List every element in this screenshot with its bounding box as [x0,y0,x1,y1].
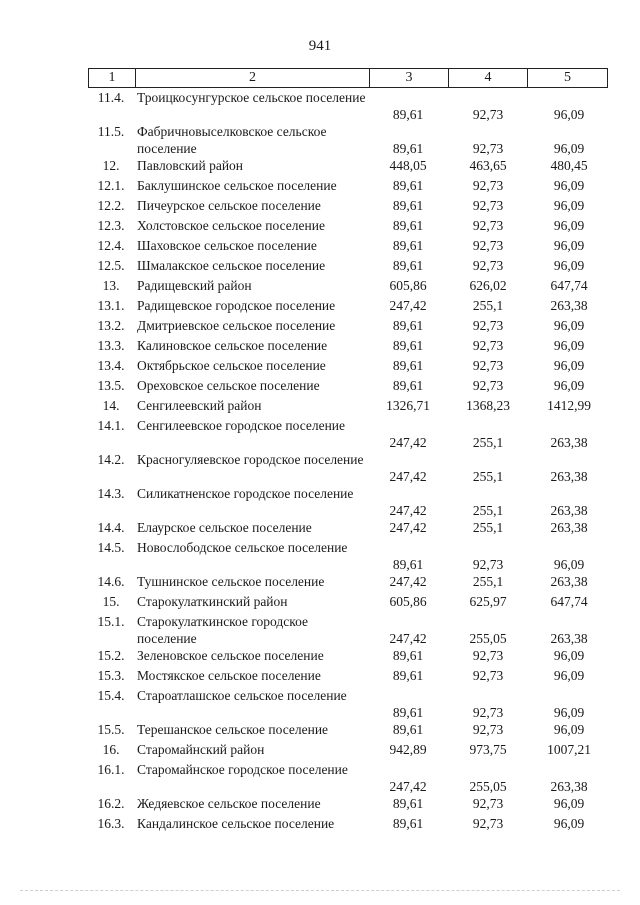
column-header-4: 4 [449,69,528,88]
column-header-3: 3 [370,69,449,88]
row-value-col3: 448,05 [389,158,427,173]
row-number: 16.3. [97,816,125,831]
row-value-col4: 92,73 [472,258,504,273]
row-value-col4: 255,05 [469,631,507,646]
row-name: Мостякское сельское поселение [137,668,321,683]
row-name: Сенгилеевский район [137,398,262,413]
row-value-col4: 92,73 [472,378,504,393]
row-name: Баклушинское сельское поселение [137,178,337,193]
table-row [88,761,610,795]
table-row [88,177,610,197]
row-name: Калиновское сельское поселение [137,338,328,353]
row-name: Силикатненское городское поселение [137,486,354,501]
row-value-col5: 647,74 [550,594,588,609]
row-value-col5: 96,09 [553,722,585,737]
table-row [88,417,610,451]
row-value-col5: 96,09 [553,668,585,683]
row-value-col5: 96,09 [553,648,585,663]
row-value-col5: 263,38 [550,435,588,450]
row-value-col3: 89,61 [392,668,424,683]
page-number: 941 [308,38,332,54]
row-value-col3: 89,61 [392,557,424,572]
row-number: 13. [102,278,120,293]
table-row [88,721,610,741]
row-value-col5: 1412,99 [547,398,591,413]
row-value-col4: 463,65 [469,158,507,173]
row-number: 11.5. [97,124,125,139]
row-number: 16.1. [97,762,125,777]
row-name: Жедяевское сельское поселение [137,796,321,811]
row-number: 14.4. [97,520,125,535]
row-name: Старокулаткинское городское поселение [137,614,309,646]
row-name: Тушнинское сельское поселение [137,574,325,589]
row-value-col3: 247,42 [389,435,427,450]
row-number: 12.5. [97,258,125,273]
row-value-col4: 92,73 [472,358,504,373]
row-value-col5: 96,09 [553,238,585,253]
row-value-col3: 89,61 [392,218,424,233]
row-value-col5: 96,09 [553,338,585,353]
table-row [88,667,610,687]
row-value-col3: 89,61 [392,705,424,720]
row-name: Троицкосунгурское сельское поселение [137,90,366,105]
column-header-table [88,68,608,88]
row-name: Павловский район [137,158,244,173]
table-row [88,337,610,357]
table-row [88,237,610,257]
row-number: 12.2. [97,198,125,213]
table-row [88,815,610,835]
row-value-col3: 89,61 [392,238,424,253]
row-value-col5: 96,09 [553,198,585,213]
row-value-col5: 263,38 [550,469,588,484]
row-value-col3: 89,61 [392,358,424,373]
row-name: Холстовское сельское поселение [137,218,325,233]
table-body [88,89,610,835]
row-number: 14.1. [97,418,125,433]
row-value-col4: 255,05 [469,779,507,794]
row-value-col3: 89,61 [392,722,424,737]
scan-edge-divider [20,890,620,891]
row-name: Красногуляевское городское поселение [137,452,364,467]
row-number: 13.3. [97,338,125,353]
row-value-col3: 605,86 [389,278,427,293]
table-row [88,217,610,237]
table-row [88,123,610,157]
row-value-col5: 96,09 [553,107,585,122]
row-value-col3: 247,42 [389,779,427,794]
row-value-col5: 96,09 [553,796,585,811]
row-value-col4: 92,73 [472,668,504,683]
table-row [88,317,610,337]
row-value-col3: 89,61 [392,107,424,122]
table-row [88,257,610,277]
row-number: 13.5. [97,378,125,393]
row-value-col5: 96,09 [553,141,585,156]
row-number: 15. [102,594,120,609]
row-value-col5: 96,09 [553,178,585,193]
row-value-col5: 263,38 [550,298,588,313]
row-value-col5: 263,38 [550,520,588,535]
row-number: 12.3. [97,218,125,233]
row-value-col4: 92,73 [472,722,504,737]
row-value-col3: 247,42 [389,298,427,313]
table-row [88,647,610,667]
row-value-col4: 92,73 [472,796,504,811]
row-value-col5: 96,09 [553,557,585,572]
row-value-col5: 647,74 [550,278,588,293]
column-header-2: 2 [136,69,370,88]
row-name: Радищевский район [137,278,252,293]
row-number: 12.1. [97,178,125,193]
row-value-col4: 255,1 [472,435,504,450]
row-value-col4: 255,1 [472,520,504,535]
row-number: 12. [102,158,120,173]
row-name: Старомайнский район [137,742,265,757]
row-number: 12.4. [97,238,125,253]
row-value-col3: 247,42 [389,631,427,646]
row-name: Пичеурское сельское поселение [137,198,321,213]
row-name: Сенгилеевское городское поселение [137,418,346,433]
row-value-col3: 89,61 [392,178,424,193]
column-header-row [89,69,608,88]
row-name: Новослободское сельское поселение [137,540,348,555]
table-row [88,277,610,297]
table-row [88,539,610,573]
row-value-col3: 89,61 [392,338,424,353]
table-row [88,573,610,593]
table-row [88,519,610,539]
row-value-col4: 1368,23 [466,398,510,413]
column-header-5: 5 [528,69,608,88]
table-row [88,157,610,177]
table-row [88,687,610,721]
row-value-col3: 89,61 [392,318,424,333]
table-row [88,357,610,377]
table-row [88,397,610,417]
row-value-col5: 1007,21 [547,742,591,757]
row-value-col4: 92,73 [472,178,504,193]
table-row [88,741,610,761]
row-number: 14.6. [97,574,125,589]
row-value-col5: 96,09 [553,258,585,273]
row-number: 16.2. [97,796,125,811]
table-row [88,89,610,123]
row-number: 13.1. [97,298,125,313]
row-value-col4: 92,73 [472,338,504,353]
row-value-col3: 942,89 [389,742,427,757]
row-value-col3: 1326,71 [386,398,430,413]
row-number: 14.2. [97,452,125,467]
row-name: Старомайнское городское поселение [137,762,348,777]
row-value-col4: 255,1 [472,503,504,518]
row-number: 14.5. [97,540,125,555]
row-value-col4: 255,1 [472,469,504,484]
row-number: 14. [102,398,120,413]
row-name: Шаховское сельское поселение [137,238,317,253]
row-value-col5: 263,38 [550,503,588,518]
row-value-col5: 96,09 [553,816,585,831]
row-number: 15.1. [97,614,125,629]
row-name: Терешанское сельское поселение [137,722,329,737]
row-value-col5: 96,09 [553,218,585,233]
row-number: 15.4. [97,688,125,703]
row-value-col5: 96,09 [553,705,585,720]
column-header-1: 1 [89,69,136,88]
row-value-col4: 92,73 [472,705,504,720]
row-name: Староатлашское сельское поселение [137,688,347,703]
row-value-col4: 92,73 [472,318,504,333]
row-name: Фабричновыселковское сельское поселение [137,124,327,156]
row-value-col3: 247,42 [389,469,427,484]
row-name: Старокулаткинский район [137,594,288,609]
row-value-col4: 626,02 [469,278,507,293]
row-value-col4: 625,97 [469,594,507,609]
row-value-col5: 263,38 [550,779,588,794]
row-value-col3: 89,61 [392,198,424,213]
row-name: Ореховское сельское поселение [137,378,320,393]
row-number: 15.5. [97,722,125,737]
row-number: 16. [102,742,120,757]
row-value-col4: 973,75 [469,742,507,757]
row-value-col3: 89,61 [392,648,424,663]
row-value-col3: 247,42 [389,503,427,518]
row-name: Зеленовское сельское поселение [137,648,324,663]
row-number: 13.2. [97,318,125,333]
row-name: Радищевское городское поселение [137,298,336,313]
row-value-col3: 89,61 [392,816,424,831]
row-value-col3: 89,61 [392,378,424,393]
row-value-col5: 96,09 [553,378,585,393]
row-name: Елаурское сельское поселение [137,520,312,535]
table-row [88,197,610,217]
row-value-col4: 255,1 [472,574,504,589]
row-value-col4: 92,73 [472,218,504,233]
table-row [88,593,610,613]
row-value-col3: 247,42 [389,574,427,589]
row-number: 14.3. [97,486,125,501]
row-value-col4: 255,1 [472,298,504,313]
row-value-col3: 89,61 [392,141,424,156]
row-value-col4: 92,73 [472,557,504,572]
row-value-col4: 92,73 [472,141,504,156]
row-number: 15.3. [97,668,125,683]
table-row [88,613,610,647]
row-number: 13.4. [97,358,125,373]
row-number: 11.4. [97,90,125,105]
row-value-col4: 92,73 [472,198,504,213]
row-number: 15.2. [97,648,125,663]
row-value-col4: 92,73 [472,107,504,122]
table-row [88,451,610,485]
row-name: Октябрьское сельское поселение [137,358,326,373]
row-value-col3: 247,42 [389,520,427,535]
table-row [88,297,610,317]
table-row [88,485,610,519]
row-value-col5: 96,09 [553,358,585,373]
row-value-col3: 89,61 [392,258,424,273]
row-value-col3: 605,86 [389,594,427,609]
row-value-col3: 89,61 [392,796,424,811]
table-row [88,377,610,397]
row-value-col5: 96,09 [553,318,585,333]
row-value-col5: 480,45 [550,158,588,173]
row-value-col5: 263,38 [550,574,588,589]
row-value-col5: 263,38 [550,631,588,646]
row-name: Дмитриевское сельское поселение [137,318,336,333]
row-name: Кандалинское сельское поселение [137,816,335,831]
row-value-col4: 92,73 [472,238,504,253]
table-row [88,795,610,815]
row-name: Шмалакское сельское поселение [137,258,326,273]
row-value-col4: 92,73 [472,816,504,831]
row-value-col4: 92,73 [472,648,504,663]
